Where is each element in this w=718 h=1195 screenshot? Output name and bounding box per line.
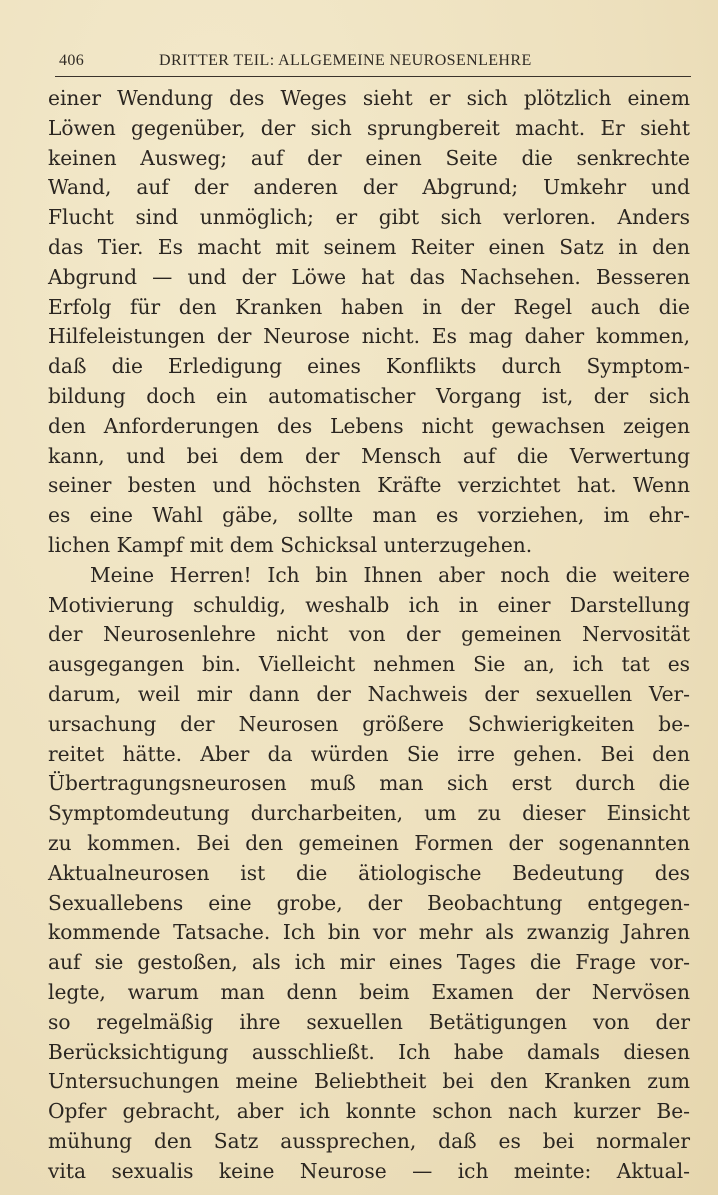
text-line: auf sie gestoßen, als ich mir eines Tages die Frage vor- [48, 950, 690, 975]
text-line: kann, und bei dem der Mensch auf die Verwertung [48, 443, 690, 468]
chapter-running-title: DRITTER TEIL: ALLGEMEINE NEUROSENLEHRE [159, 52, 532, 69]
text-line: vita sexualis keine Neurose — ich meinte: Aktual- [48, 1158, 690, 1183]
text-line: ausgegangen bin. Vielleicht nehmen Sie an, ich tat es [48, 652, 690, 677]
text-line: keinen Ausweg; auf der einen Seite die senkrechte [48, 145, 690, 170]
text-line: Flucht sind unmöglich; er gibt sich verloren. Anders [48, 205, 690, 230]
text-line: das Tier. Es macht mit seinem Reiter einen Satz in den [48, 234, 690, 259]
text-line: seiner besten und höchsten Kräfte verzichtet hat. Wenn [48, 473, 690, 498]
text-line: der Neurosenlehre nicht von der gemeinen Nervosität [48, 622, 690, 647]
text-line: Aktualneurosen ist die ätiologische Bedeutung des [48, 860, 690, 885]
text-line: Sexuallebens eine grobe, der Beobachtung entgegen- [48, 890, 690, 915]
text-line: Hilfeleistungen der Neurose nicht. Es mag daher kommen, [48, 324, 690, 349]
text-line: reitet hätte. Aber da würden Sie irre gehen. Bei den [48, 741, 690, 766]
header-rule [55, 76, 691, 77]
text-line: den Anforderungen des Lebens nicht gewachsen zeigen [48, 413, 690, 438]
text-line: Erfolg für den Kranken haben in der Regel auch die [48, 294, 690, 319]
text-line: daß die Erledigung eines Konflikts durch Symptom- [48, 354, 690, 379]
text-line: ursachung der Neurosen größere Schwierigkeiten be- [48, 711, 690, 736]
body-text [48, 84, 690, 1186]
text-line: es eine Wahl gäbe, sollte man es vorziehen, im ehr- [48, 503, 690, 528]
text-line: Wand, auf der anderen der Abgrund; Umkehr und [48, 175, 690, 200]
running-header [55, 52, 691, 74]
text-line: Opfer gebracht, aber ich konnte schon nach kurzer Be- [48, 1099, 690, 1124]
text-line: Löwen gegenüber, der sich sprungbereit macht. Er sieht [48, 115, 690, 140]
text-line: Symptomdeutung durcharbeiten, um zu dieser Einsicht [48, 801, 690, 826]
page-number: 406 [59, 52, 85, 69]
text-line: zu kommen. Bei den gemeinen Formen der sogenannten [48, 830, 690, 855]
text-line: legte, warum man denn beim Examen der Nervösen [48, 979, 690, 1004]
text-line: so regelmäßig ihre sexuellen Betätigungen von der [48, 1009, 690, 1034]
paragraph-end-line: lichen Kampf mit dem Schicksal unterzugehen. [48, 532, 533, 557]
text-line: mühung den Satz aussprechen, daß es bei normaler [48, 1128, 690, 1153]
text-line: Übertragungsneurosen muß man sich erst durch die [48, 771, 690, 796]
text-line: Motivierung schuldig, weshalb ich in einer Darstellung [48, 592, 690, 617]
text-line: Abgrund — und der Löwe hat das Nachsehen. Besseren [48, 264, 690, 289]
text-line: Untersuchungen meine Beliebtheit bei den Kranken zum [48, 1069, 690, 1094]
text-line: einer Wendung des Weges sieht er sich plötzlich einem [48, 86, 690, 110]
text-line: bildung doch ein automatischer Vorgang ist, der sich [48, 383, 690, 408]
text-line: kommende Tatsache. Ich bin vor mehr als zwanzig Jahren [48, 920, 690, 945]
paragraph-start-line: Meine Herren! Ich bin Ihnen aber noch die weitere [90, 562, 690, 587]
text-line: darum, weil mir dann der Nachweis der sexuellen Ver- [48, 681, 690, 706]
text-line: Berücksichtigung ausschließt. Ich habe damals diesen [48, 1039, 690, 1064]
